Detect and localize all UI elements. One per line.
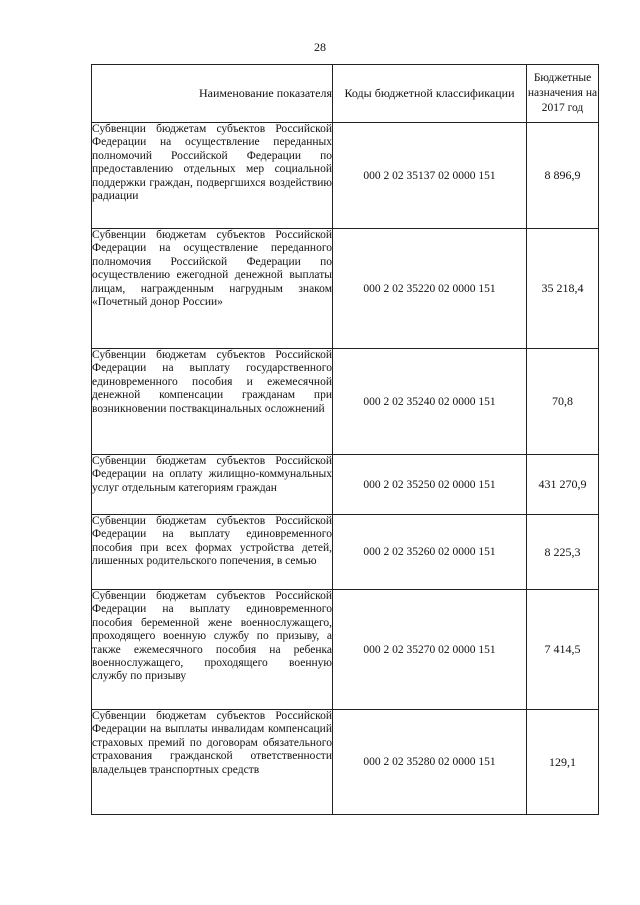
indicator-name: Субвенции бюджетам субъектов Российской Федерации на выплату государственного единовременного пособия и ежемесячной денежной компенсации гражданам при возникновении поствакцинальных осложнений — [92, 349, 333, 455]
page-number: 28 — [314, 40, 326, 54]
budget-table — [91, 64, 599, 815]
budget-amount: 129,1 — [527, 710, 599, 815]
table-header-row — [92, 65, 599, 123]
indicator-name: Субвенции бюджетам субъектов Российской Федерации на оплату жилищно-коммунальных услуг отдельным категориям граждан — [92, 455, 333, 515]
indicator-name: Субвенции бюджетам субъектов Российской Федерации на осуществление переданного полномочия Российской Федерации по осуществлению ежегодной денежной выплаты лицам, награжденным нагрудным знаком «Почетный донор России» — [92, 229, 333, 349]
table-row — [92, 349, 599, 455]
table-row — [92, 515, 599, 590]
indicator-name: Субвенции бюджетам субъектов Российской Федерации на выплату единовременного пособия при всех формах устройства детей, лишенных родительского попечения, в семью — [92, 515, 333, 590]
header-indicator-name: Наименование показателя — [92, 65, 333, 123]
table-row — [92, 229, 599, 349]
indicator-name: Субвенции бюджетам субъектов Российской Федерации на выплату единовременного пособия беременной жене военнослужащего, проходящего военную службу по призыву, а также ежемесячного пособия на ребенка военнослужащего, проходящего военную службу по призыву — [92, 590, 333, 710]
budget-code: 000 2 02 35260 02 0000 151 — [333, 515, 527, 590]
table-row — [92, 455, 599, 515]
header-budget-amount: Бюджетные назначения на 2017 год — [527, 65, 599, 123]
budget-amount: 35 218,4 — [527, 229, 599, 349]
budget-amount: 8 225,3 — [527, 515, 599, 590]
budget-code: 000 2 02 35270 02 0000 151 — [333, 590, 527, 710]
budget-code: 000 2 02 35250 02 0000 151 — [333, 455, 527, 515]
budget-code: 000 2 02 35137 02 0000 151 — [333, 123, 527, 229]
budget-amount: 8 896,9 — [527, 123, 599, 229]
table-row — [92, 123, 599, 229]
header-budget-code: Коды бюджетной классификации — [333, 65, 527, 123]
budget-code: 000 2 02 35220 02 0000 151 — [333, 229, 527, 349]
indicator-name: Субвенции бюджетам субъектов Российской Федерации на выплаты инвалидам компенсаций страховых премий по договорам обязательного страхования гражданской ответственности владельцев транспортных средств — [92, 710, 333, 815]
budget-amount: 431 270,9 — [527, 455, 599, 515]
table-row — [92, 590, 599, 710]
budget-amount: 70,8 — [527, 349, 599, 455]
indicator-name: Субвенции бюджетам субъектов Российской Федерации на осуществление переданных полномочий Российской Федерации по предоставлению отдельных мер социальной поддержки граждан, подвергшихся воздействию радиации — [92, 123, 333, 229]
budget-code: 000 2 02 35280 02 0000 151 — [333, 710, 527, 815]
table-row — [92, 710, 599, 815]
budget-code: 000 2 02 35240 02 0000 151 — [333, 349, 527, 455]
budget-amount: 7 414,5 — [527, 590, 599, 710]
